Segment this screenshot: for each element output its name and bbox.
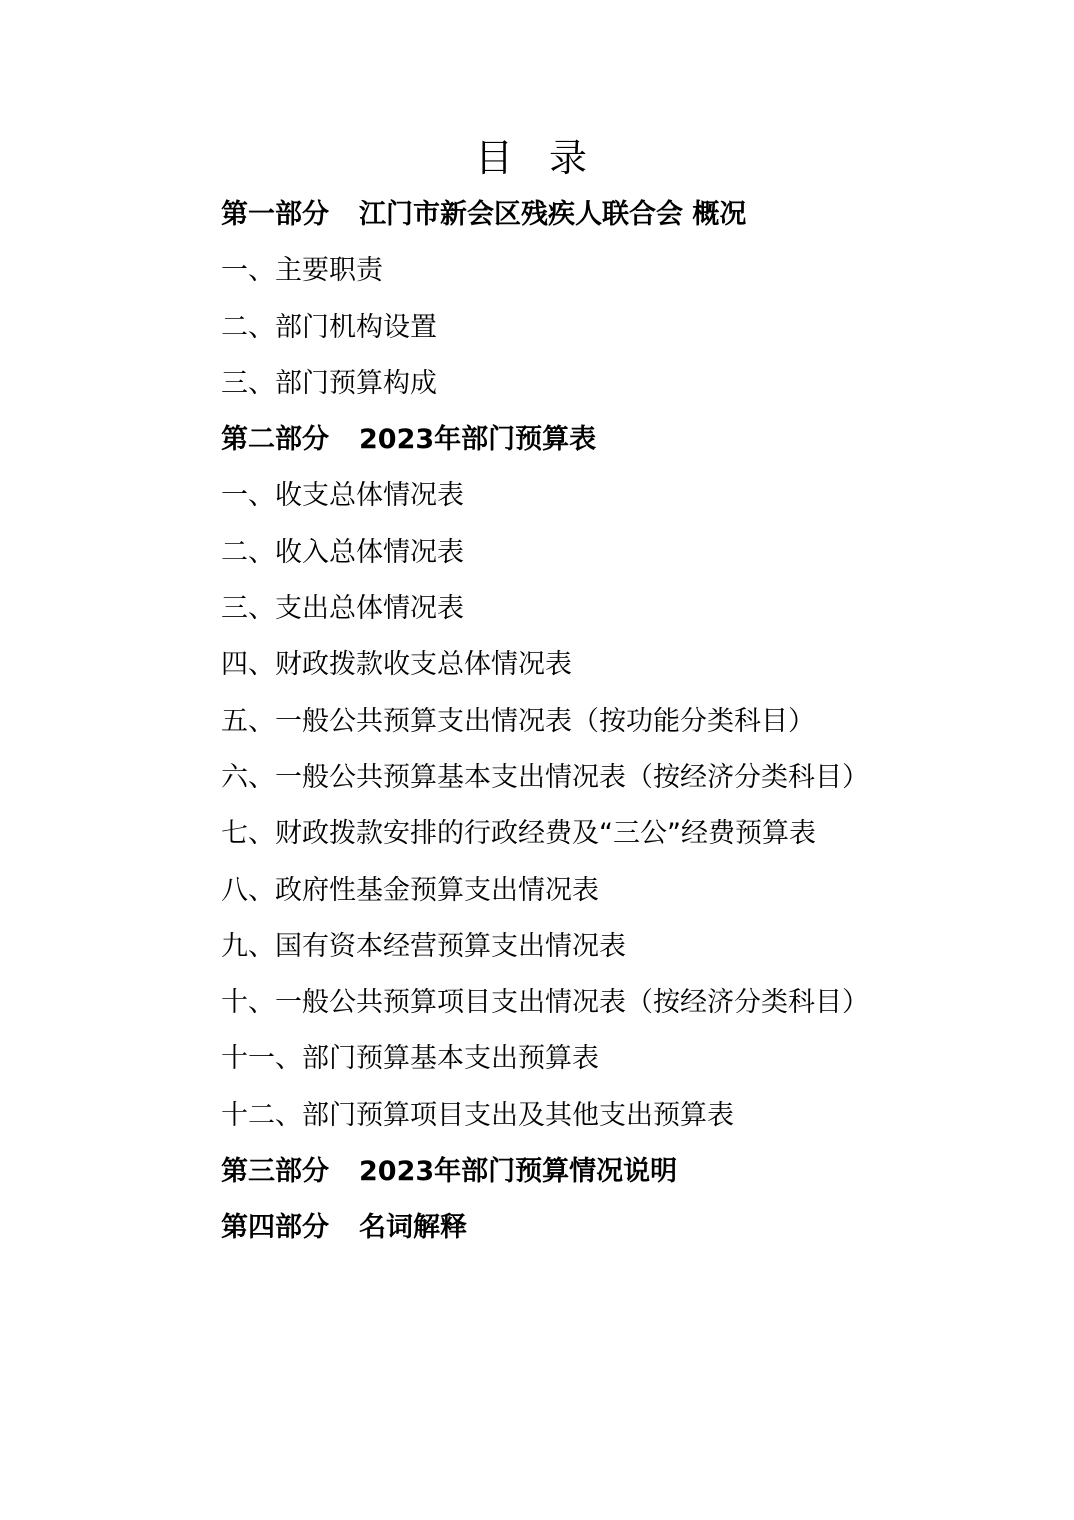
toc-entry xyxy=(221,1091,981,1147)
toc-entry-text: 九、国有资本经营预算支出情况表 xyxy=(221,930,626,962)
toc-entry xyxy=(221,303,981,359)
toc-entry-text: 一、主要职责 xyxy=(221,255,383,287)
toc-entry-text: 二、收入总体情况表 xyxy=(221,536,464,568)
toc-part-label: 第一部分 xyxy=(221,199,329,230)
toc-entry xyxy=(221,1034,981,1090)
toc-entry xyxy=(221,809,981,865)
toc-part-heading xyxy=(221,1203,981,1259)
toc-part-label: 第二部分 xyxy=(221,424,329,456)
toc-entry-text: 十二、部门预算项目支出及其他支出预算表 xyxy=(221,1099,734,1131)
toc-entry xyxy=(221,640,981,696)
toc-entry xyxy=(221,246,981,302)
toc-entry-text: 2023年部门预算情况说明 xyxy=(359,1156,678,1188)
toc-entry-text: 二、部门机构设置 xyxy=(221,311,437,343)
toc-entry-text: 六、一般公共预算基本支出情况表（按经济分类科目） xyxy=(221,761,869,793)
toc-part-heading xyxy=(221,190,981,246)
toc-entry-text: 五、一般公共预算支出情况表（按功能分类科目） xyxy=(221,705,815,737)
toc-entry xyxy=(221,753,981,809)
toc-entry xyxy=(221,866,981,922)
toc-entry-text: 七、财政拨款安排的行政经费及“三公”经费预算表 xyxy=(221,818,816,850)
toc-entry-text: 三、支出总体情况表 xyxy=(221,593,464,625)
toc-entry-text: 八、政府性基金预算支出情况表 xyxy=(221,874,599,906)
toc-entry xyxy=(221,528,981,584)
toc-entry-text: 三、部门预算构成 xyxy=(221,367,437,399)
toc-entry-text: 十、一般公共预算项目支出情况表（按经济分类科目） xyxy=(221,987,869,1019)
toc-entry-text: 四、财政拨款收支总体情况表 xyxy=(221,649,572,681)
toc-entry xyxy=(221,922,981,978)
toc-list xyxy=(221,190,981,1260)
toc-entry-text: 名词解释 xyxy=(359,1212,467,1244)
toc-entry xyxy=(221,697,981,753)
toc-entry xyxy=(221,359,981,415)
toc-entry xyxy=(221,978,981,1034)
toc-entry-text: 十一、部门预算基本支出预算表 xyxy=(221,1043,599,1075)
toc-entry xyxy=(221,471,981,527)
toc-part-heading xyxy=(221,1147,981,1203)
toc-part-heading xyxy=(221,415,981,471)
toc-part-label: 第四部分 xyxy=(221,1212,329,1244)
toc-entry-text: 2023年部门预算表 xyxy=(359,424,597,456)
toc-part-label: 第三部分 xyxy=(221,1156,329,1188)
toc-title: 目 录 xyxy=(474,136,600,180)
toc-entry-text: 江门市新会区残疾人联合会 概况 xyxy=(359,199,747,230)
toc-entry-text: 一、收支总体情况表 xyxy=(221,480,464,512)
toc-entry xyxy=(221,584,981,640)
